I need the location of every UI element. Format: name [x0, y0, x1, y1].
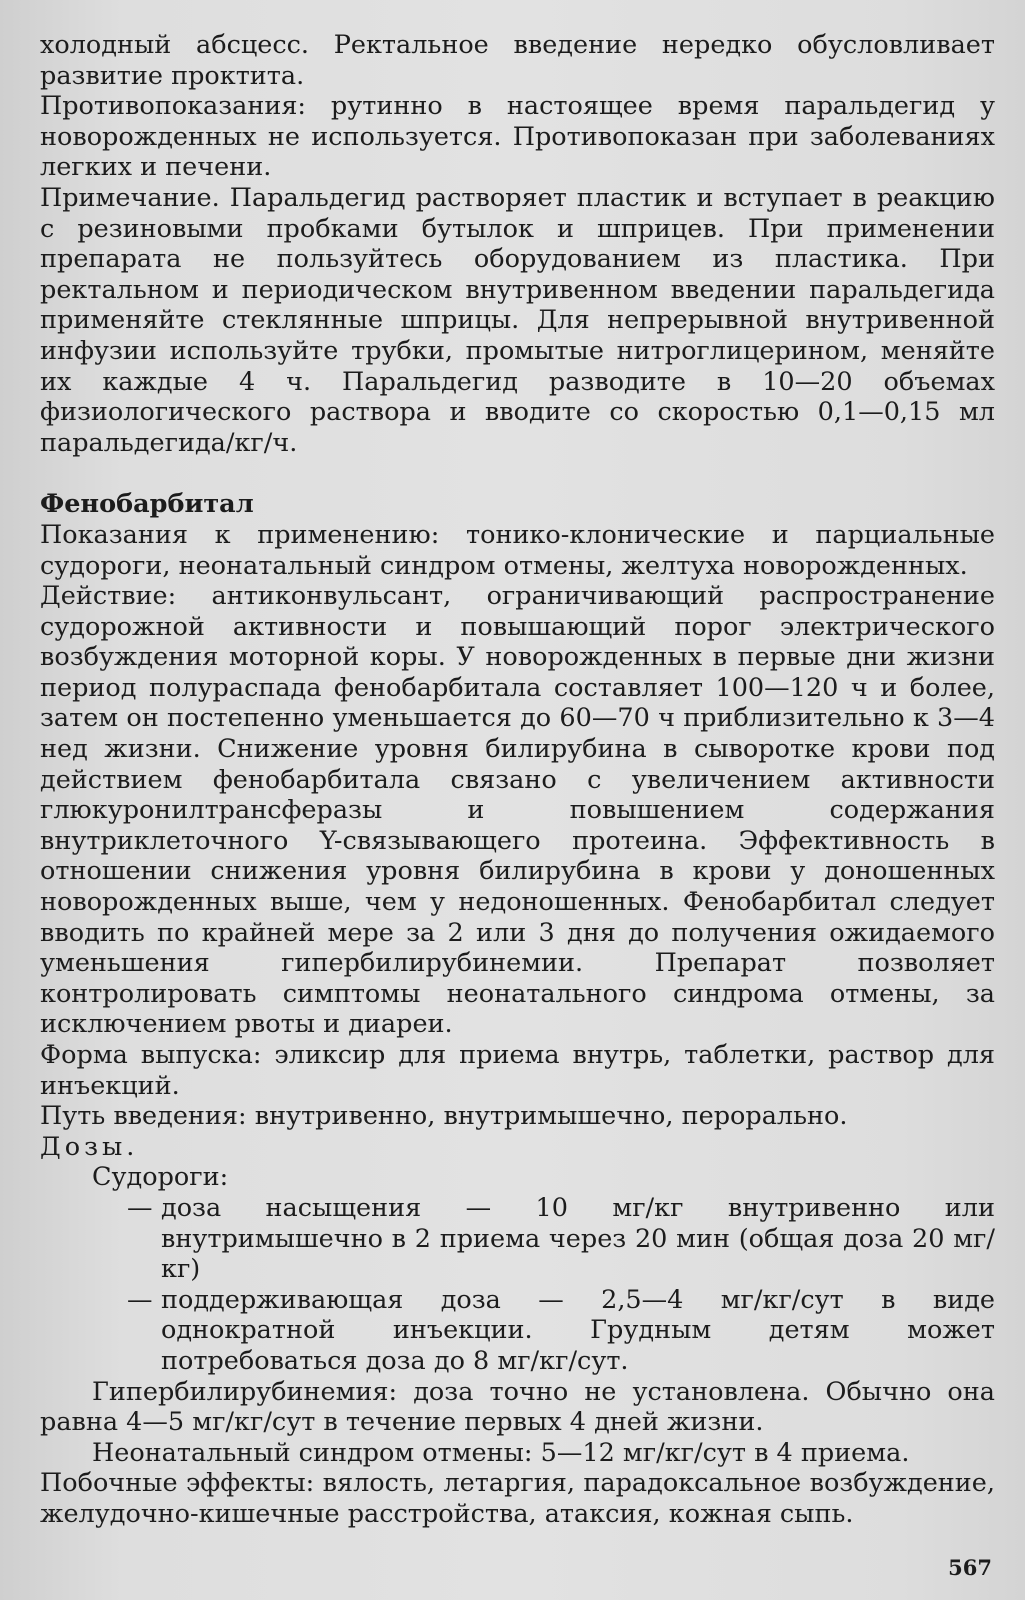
doses-label: Дозы.	[40, 1131, 139, 1162]
paragraph-indications: Показания к применению: тонико-клонические и парциальные судороги, неонатальный синдром отмены, желтуха новорожденных.	[40, 519, 995, 581]
list-dash: —	[127, 1284, 153, 1315]
dose-list-item	[40, 1285, 995, 1377]
page-text	[40, 30, 995, 1530]
dose-item-maintenance: поддерживающая доза — 2,5—4 мг/кг/сут в виде однократной инъекции. Грудным детям может потребоваться доза до 8 мг/кг/сут.	[161, 1284, 995, 1376]
paragraph-side-effects: Побочные эффекты: вялость, летаргия, парадоксальное возбуждение, желудочно-кишечные расстройства, атаксия, кожная сыпь.	[40, 1468, 995, 1529]
paragraph-action: Действие: антиконвульсант, ограничивающий распространение судорожной активности и повышающий порог электрического возбуждения моторной коры. У новорожденных в первые дни жизни период полураспада фенобарбитала составляет 100—120 ч и более, затем он постепенно уменьшается до 60—70 ч приблизительно к 3—4 нед жизни. Снижение уровня билирубина в сыворотке крови под действием фенобарбитала связано с увеличением активности глюкуронилтрансферазы и повышением содержания внутриклеточного Y-связывающего протеина. Эффективность в отношении снижения уровня билирубина в крови у доношенных новорожденных выше, чем у недоношенных. Фенобарбитал следует вводить по крайней мере за 2 или 3 дня до получения ожидаемого уменьшения гипербилирубинемии. Препарат позволяет контролировать симптомы неонатального синдрома отмены, за исключением рвоты и диареи.	[40, 581, 995, 1040]
paragraph-form: Форма выпуска: эликсир для приема внутрь, таблетки, раствор для инъекций.	[40, 1040, 995, 1101]
paragraph-hyperbilirubinemia: Гипербилирубинемия: доза точно не установлена. Обычно она равна 4—5 мг/кг/сут в течение первых 4 дней жизни.	[40, 1376, 995, 1438]
dose-item-loading: доза насыщения — 10 мг/кг внутривенно или внутримышечно в 2 приема через 20 мин (общая доза 20 мг/кг)	[161, 1192, 995, 1285]
section-heading-phenobarbital: Фенобарбитал	[40, 489, 254, 520]
list-dash: —	[127, 1192, 153, 1223]
dose-list-item	[40, 1193, 995, 1285]
paragraph-route: Путь введения: внутривенно, внутримышечно, перорально.	[40, 1101, 848, 1132]
paragraph-contraindications: Противопоказания: рутинно в настоящее время паральдегид у новорожденных не используется. Противопоказан при заболеваниях легких и печени.	[40, 91, 995, 183]
seizures-label: Судороги:	[92, 1162, 229, 1193]
paragraph-note: Примечание. Паральдегид растворяет пластик и вступает в реакцию с резиновыми пробками бутылок и шприцев. При применении препарата не пользуйтесь оборудованием из пластика. При ректальном и периодическом внутривенном введении паральдегида применяйте стеклянные шприцы. Для непрерывной внутривенной инфузии используйте трубки, промытые нитроглицерином, меняйте их каждые 4 ч. Паральдегид разводите в 10—20 объемах физиологического раствора и вводите со скоростью 0,1—0,15 мл паральдегида/кг/ч.	[40, 182, 995, 458]
page-number: 567	[948, 1555, 992, 1580]
paragraph-abscess: холодный абсцесс. Ректальное введение нередко обусловливает развитие проктита.	[40, 30, 995, 91]
paragraph-withdrawal: Неонатальный синдром отмены: 5—12 мг/кг/сут в 4 приема.	[92, 1437, 910, 1468]
